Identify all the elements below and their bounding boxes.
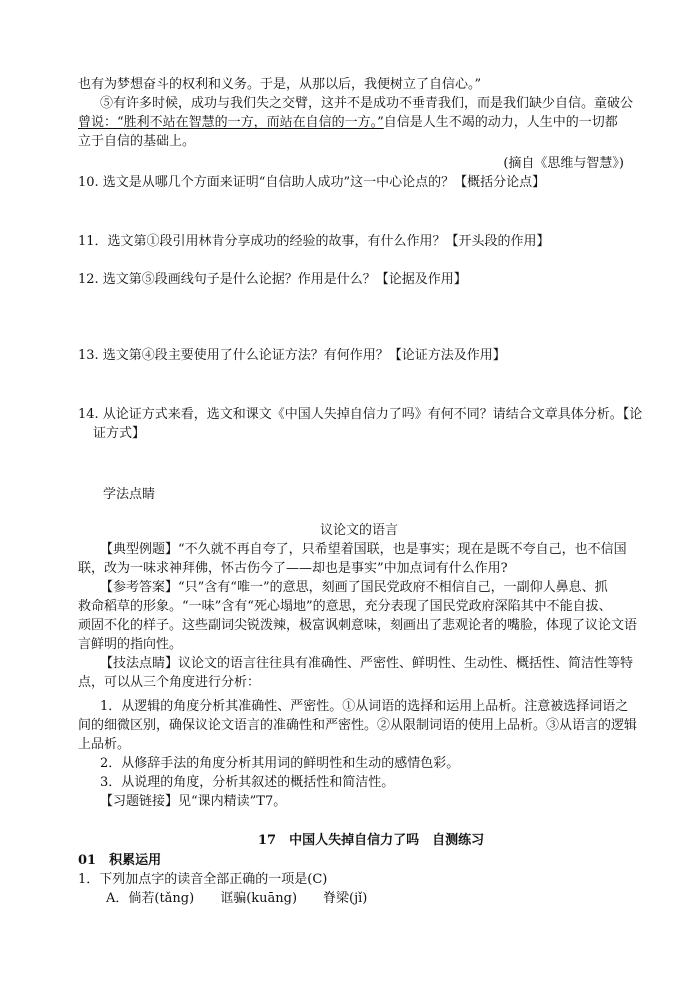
- passage-paragraph-5-line3: 立于自信的基础上。: [78, 134, 196, 149]
- question-1-option-a: A．倘若(tǎng) 诓骗(kuāng) 脊梁(jǐ): [106, 891, 368, 906]
- method-point-1: 1．从逻辑的角度分析其准确性、严密性。①从词语的选择和运用上品析。注意被选择词语之: [100, 699, 629, 714]
- question-1: 1．下列加点字的读音全部正确的一项是(C): [78, 872, 328, 887]
- question-11: 11．选文第①段引用林肯分享成功的经验的故事，有什么作用？【开头段的作用】: [78, 234, 550, 249]
- passage-paragraph-5: ⑤有许多时候，成功与我们失之交臂，这并不是成功不垂青我们，而是我们缺少自信。童破公: [100, 96, 634, 111]
- section-title: 01 积累运用: [78, 853, 162, 868]
- question-10: 10. 选文是从哪几个方面来证明“自信助人成功”这一中心论点的？【概括分论点】: [78, 175, 546, 190]
- method-tip: 【技法点睛】议论文的语言往往具有准确性、严密性、鲜明性、生动性、概括性、简洁性等特: [100, 656, 634, 671]
- question-12: 12. 选文第⑤段画线句子是什么论据？作用是什么？【论据及作用】: [78, 272, 467, 287]
- example-question-line2: 联，改为一味求神拜佛，怀古伤今了——却也是事实”中加点词有什么作用?: [78, 561, 508, 576]
- method-point-1-line3: 上品析。: [78, 737, 131, 752]
- underlined-quote: 曾说：“胜利不站在智慧的一方，而站在自信的一方。”: [78, 115, 384, 130]
- passage-paragraph-5-line2: [78, 114, 633, 132]
- question-14-line2: 证方式】: [93, 426, 146, 441]
- exercise-link: 【习题链接】见“课内精读”T7。: [100, 794, 287, 809]
- question-14: 14. 从论证方式来看，选文和课文《中国人失掉自信力了吗》有何不同？请结合文章具体分析。【论: [78, 407, 643, 422]
- lesson-title: 17 中国人失掉自信力了吗 自测练习: [258, 833, 485, 848]
- source-citation: (摘自《思维与智慧》): [503, 156, 624, 171]
- method-point-1-line2: 间的细微区别，确保议论文语言的准确性和严密性。②从限制词语的使用上品析。③从语言的逻辑: [78, 718, 638, 733]
- topic-title: 议论文的语言: [320, 523, 399, 538]
- reference-answer-line3: 顽固不化的样子。这些副词尖锐泼辣，极富讽刺意味，刻画出了悲观论者的嘴脸，体现了议论文语: [78, 618, 638, 633]
- reference-answer-line4: 言鲜明的指向性。: [78, 637, 183, 652]
- reference-answer-line2: 救命稻草的形象。“一味”含有“死心塌地”的意思，充分表现了国民党政府深陷其中不能自拔、: [78, 599, 612, 614]
- question-13: 13. 选文第④段主要使用了什么论证方法？有何作用？【论证方法及作用】: [78, 348, 506, 363]
- section-heading: 学法点睛: [103, 487, 156, 502]
- example-question: 【典型例题】“不久就不再自夸了，只希望着国联，也是事实；现在是既不夸自己，也不信国: [100, 542, 627, 557]
- method-tip-line2: 点，可以从三个角度进行分析：: [78, 675, 261, 690]
- passage-line: 也有为梦想奋斗的权利和义务。于是，从那以后，我便树立了自信心。”: [78, 77, 482, 92]
- method-point-2: 2．从修辞手法的角度分析其用词的鲜明性和生动的感情色彩。: [100, 756, 460, 771]
- method-point-3: 3．从说理的角度，分析其叙述的概括性和简洁性。: [100, 775, 395, 790]
- passage-text: 自信是人生不竭的动力，人生中的一切都: [383, 115, 618, 130]
- reference-answer: 【参考答案】“只”含有“唯一”的意思，刻画了国民党政府不相信自己，一副仰人鼻息、抓: [100, 580, 608, 595]
